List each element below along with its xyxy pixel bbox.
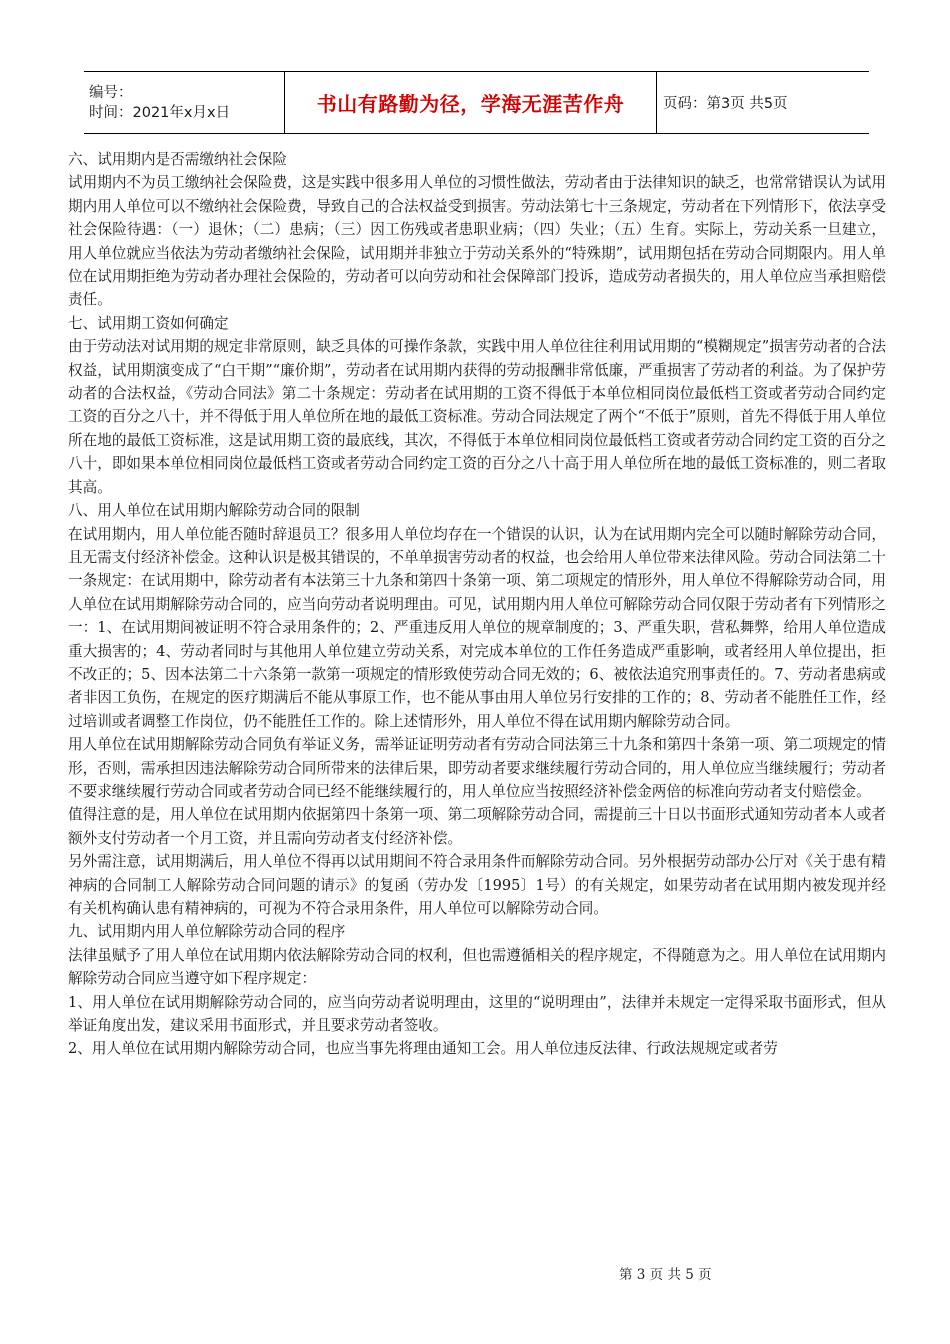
paragraph: 用人单位在试用期解除劳动合同负有举证义务，需举证证明劳动者有劳动合同法第三十九条和第四十条第一项、第二项规定的情形，否则，需承担因违法解除劳动合同所带来的法律后果，即劳动者要求继续履行劳动合同的，用人单位应当继续履行；劳动者不要求继续履行劳动合同或者劳动合同已经不能继续履行的，用人单位应当按照经济补偿金两倍的标准向劳动者支付赔偿金。: [68, 736, 886, 800]
document-number-label: 编号：: [89, 84, 133, 101]
section-heading-6: 六、试用期内是否需缴纳社会保险: [68, 151, 287, 168]
paragraph: 值得注意的是，用人单位在试用期内依据第四十条第一项、第二项解除劳动合同，需提前三十日以书面形式通知劳动者本人或者额外支付劳动者一个月工资，并且需向劳动者支付经济补偿。: [68, 806, 886, 847]
paragraph: 法律虽赋予了用人单位在试用期内依法解除劳动合同的权利，但也需遵循相关的程序规定，不得随意为之。用人单位在试用期内解除劳动合同应当遵守如下程序规定：: [68, 946, 886, 988]
page-footer: 第 3 页 共 5 页: [619, 1267, 712, 1283]
header-page-label: 页码：第3页 共5页: [663, 96, 788, 112]
section-heading-9: 九、试用期内用人单位解除劳动合同的程序: [68, 923, 346, 941]
paragraph: 在试用期内，用人单位能否随时辞退员工？很多用人单位均存在一个错误的认识，认为在试用期内完全可以随时解除劳动合同，且无需支付经济补偿金。这种认识是极其错误的，不单单损害劳动者的权益，也会给用人单位带来法律风险。劳动合同法第二十一条规定：在试用期中，除劳动者有本法第三十九条和第四十条第一项、第二项规定的情形外，用人单位不得解除劳动合同，用人单位在试用期解除劳动合同的，应当向劳动者说明理由。可见，试用期内用人单位可解除劳动合同仅限于劳动者有下列情形之一：1、在试用期间被证明不符合录用条件的；2、严重违反用人单位的规章制度的；3、严重失职，营私舞弊，给用人单位造成重大损害的；4、劳动者同时与其他用人单位建立劳动关系，对完成本单位的工作任务造成严重影响，或者经用人单位提出，拒不改正的；5、因本法第二十六条第一款第一项规定的情形致使劳动合同无效的；6、被依法追究刑事责任的。7、劳动者患病或者非因工负伤，在规定的医疗期满后不能从事原工作，也不能从事由用人单位另行安排的工作的；8、劳动者不能胜任工作，经过培训或者调整工作岗位，仍不能胜任工作的。除上述情形外，用人单位不得在试用期内解除劳动合同。: [68, 525, 886, 730]
paragraph: 由于劳动法对试用期的规定非常原则，缺乏具体的可操作条款，实践中用人单位往往利用试用期的“模糊规定”损害劳动者的合法权益，试用期演变成了“白干期”“廉价期”，劳动者在试用期内获得的劳动报酬非常低廉，严重损害了劳动者的利益。为了保护劳动者的合法权益，《劳动合同法》第二十条规定：劳动者在试用期的工资不得低于本单位相同岗位最低档工资或者劳动合同约定工资的百分之八十，并不得低于用人单位所在地的最低工资标准。劳动合同法规定了两个“不低于”原则，首先不得低于用人单位所在地的最低工资标准，这是试用期工资的最底线，其次，不得低于本单位相同岗位最低档工资或者劳动合同约定工资的百分之八十，即如果本单位相同岗位最低档工资或者劳动合同约定工资的百分之八十高于用人单位所在地的最低工资标准的，则二者取其高。: [68, 338, 886, 496]
header-motto-cell: [285, 72, 657, 134]
header-motto: 书山有路勤为径，学海无涯苦作舟: [316, 92, 625, 116]
page-header: [84, 71, 869, 134]
section-heading-8: 八、用人单位在试用期内解除劳动合同的限制: [68, 502, 360, 520]
section-heading-7: 七、试用期工资如何确定: [68, 314, 229, 332]
document-body: [68, 148, 886, 1061]
header-page-cell: [657, 72, 870, 134]
paragraph: 试用期内不为员工缴纳社会保险费，这是实践中很多用人单位的习惯性做法，劳动者由于法律知识的缺乏，也常常错误认为试用期内用人单位可以不缴纳社会保险费，导致自己的合法权益受到损害。劳动法第七十三条规定，劳动者在下列情形下，依法享受社会保险待遇：（一）退休；（二）患病；（三）因工伤残或者患职业病；（四）失业；（五）生育。实际上，劳动关系一旦建立，用人单位就应当依法为劳动者缴纳社会保险，试用期并非独立于劳动关系外的“特殊期”，试用期包括在劳动合同期限内。用人单位在试用期拒绝为劳动者办理社会保险的，劳动者可以向劳动和社会保障部门投诉，造成劳动者损失的，用人单位应当承担赔偿责任。: [68, 174, 886, 309]
document-date-label: 时间：2021年x月x日: [89, 104, 231, 121]
paragraph: 1、用人单位在试用期解除劳动合同的，应当向劳动者说明理由，这里的“说明理由”，法律并未规定一定得采取书面形式，但从举证角度出发，建议采用书面形式，并且要求劳动者签收。: [68, 993, 886, 1035]
header-meta: [84, 72, 285, 134]
paragraph: 2、用人单位在试用期内解除劳动合同，也应当事先将理由通知工会。用人单位违反法律、行政法规规定或者劳: [68, 1040, 778, 1058]
paragraph: 另外需注意，试用期满后，用人单位不得再以试用期间不符合录用条件而解除劳动合同。另外根据劳动部办公厅对《关于患有精神病的合同制工人解除劳动合同问题的请示》的复函（劳办发〔1995〕1号）的有关规定，如果劳动者在试用期内被发现并经有关机构确认患有精神病的，可视为不符合录用条件，用人单位可以解除劳动合同。: [68, 853, 886, 917]
